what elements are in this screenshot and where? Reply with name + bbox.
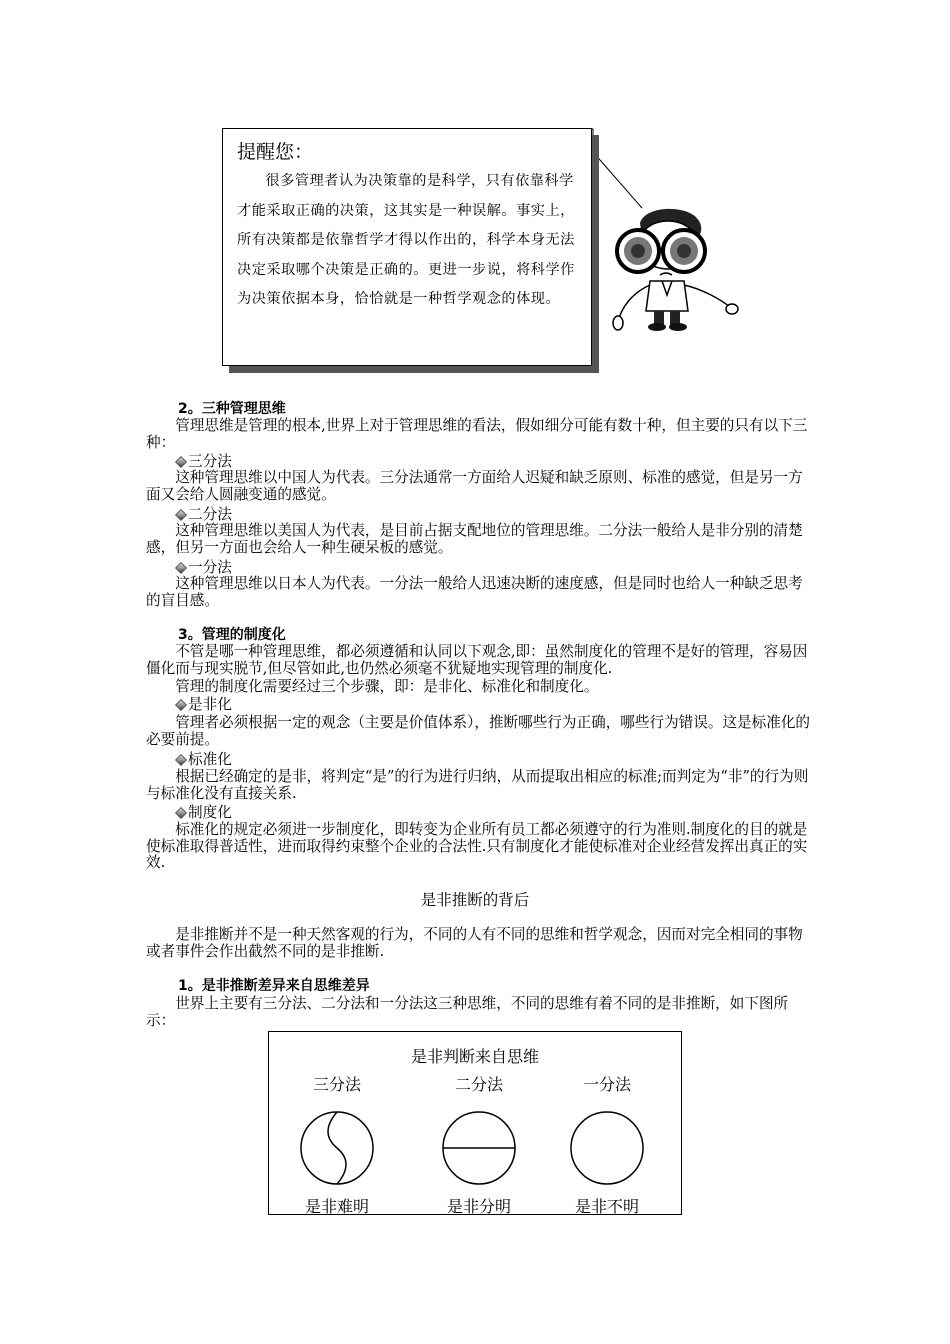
bullet-item xyxy=(176,804,232,821)
section-intro: 是非推断并不是一种天然客观的行为，不同的人有不同的思维和哲学观念，因而对完全相同的事物或者事件会作出截然不同的是非推断. xyxy=(146,926,803,960)
bullet-text: 管理者必须根据一定的观念（主要是价值体系），推断哪些行为正确，哪些行为错误。这是标准化的必要前提。 xyxy=(146,714,811,748)
reminder-title: 提醒您： xyxy=(237,141,314,163)
bullet-label: 标准化 xyxy=(188,751,232,768)
diamond-bullet-icon xyxy=(175,753,187,765)
diagram-label: 一分法 xyxy=(582,1075,631,1094)
section2-intro: 管理思维是管理的根本,世界上对于管理思维的看法，假如细分可能有数十种，但主要的只有以下三种： xyxy=(146,417,808,451)
bullet-item xyxy=(176,696,232,713)
reminder-box xyxy=(222,128,592,366)
section3-steps: 管理的制度化需要经过三个步骤，即：是非化、标准化和制度化。 xyxy=(175,678,599,695)
diagram-title: 是非判断来自思维 xyxy=(410,1047,539,1066)
bullet-text: 根据已经确定的是非，将判定“是”的行为进行归纳，从而提取出相应的标准;而判定为“非”的行为则与标准化没有直接关系. xyxy=(146,768,809,802)
section2-heading: 2。三种管理思维 xyxy=(178,401,286,417)
bullet-label: 二分法 xyxy=(188,506,232,523)
section-title: 是非推断的背后 xyxy=(420,891,530,909)
diamond-bullet-icon xyxy=(175,698,187,710)
reminder-callout xyxy=(222,128,742,380)
diamond-bullet-icon xyxy=(175,508,187,520)
diagram-column-three xyxy=(277,1074,397,1218)
diamond-bullet-icon xyxy=(175,455,187,467)
diagram-caption: 是非分明 xyxy=(446,1197,511,1216)
bullet-text: 标准化的规定必须进一步制度化，即转变为企业所有员工都必须遵守的行为准则.制度化的目的就是使标准取得普适性，进而取得约束整个企业的合法性.只有制度化才能使标准对企业经营发挥出真正的实效. xyxy=(146,821,808,872)
bullet-item xyxy=(176,453,232,470)
circle-s-curve-icon xyxy=(297,1108,377,1188)
bullet-text: 这种管理思维以美国人为代表，是目前占据支配地位的管理思维。二分法一般给人是非分别的清楚感，但另一方面也会给人一种生硬呆板的感觉。 xyxy=(146,522,803,556)
sub1-text: 世界上主要有三分法、二分法和一分法这三种思维，不同的思维有着不同的是非推断，如下图所示： xyxy=(146,995,789,1029)
bullet-label: 是非化 xyxy=(188,696,232,713)
circle-divided-icon xyxy=(439,1108,519,1188)
diamond-bullet-icon xyxy=(175,561,187,573)
section3-heading: 3。管理的制度化 xyxy=(178,627,286,643)
diagram-column-one xyxy=(547,1074,667,1218)
circle-empty-icon xyxy=(567,1108,647,1188)
sub1-heading: 1。是非推断差异来自思维差异 xyxy=(178,978,370,994)
cartoon-man-with-glasses-icon xyxy=(592,203,742,333)
bullet-item xyxy=(176,559,232,576)
diagram-label: 二分法 xyxy=(454,1075,503,1094)
section3-intro: 不管是哪一种管理思维，都必须遵循和认同以下观念,即：虽然制度化的管理不是好的管理，容易因僵化而与现实脱节,但尽管如此,也仍然必须毫不犹疑地实现管理的制度化. xyxy=(146,643,808,677)
bullet-item xyxy=(176,506,232,523)
diagram-caption: 是非不明 xyxy=(574,1197,639,1216)
diagram-label: 三分法 xyxy=(312,1075,361,1094)
reminder-text: 很多管理者认为决策靠的是科学，只有依靠科学才能采取正确的决策，这其实是一种误解。事实上，所有决策都是依靠哲学才得以作出的，科学本身无法决定采取哪个决策是正确的。更进一步说，将科学作为决策依据本身，恰恰就是一种哲学观念的体现。 xyxy=(237,173,575,308)
bullet-item xyxy=(176,751,232,768)
thinking-diagram xyxy=(268,1031,682,1215)
bullet-text: 这种管理思维以日本人为代表。一分法一般给人迅速决断的速度感，但是同时也给人一种缺乏思考的盲目感。 xyxy=(146,575,803,609)
bullet-text: 这种管理思维以中国人为代表。三分法通常一方面给人迟疑和缺乏原则、标准的感觉，但是另一方面又会给人圆融变通的感觉。 xyxy=(146,469,803,503)
bullet-label: 制度化 xyxy=(188,804,232,821)
bullet-label: 三分法 xyxy=(188,453,232,470)
bullet-label: 一分法 xyxy=(188,559,232,576)
diagram-column-two xyxy=(419,1074,539,1218)
diamond-bullet-icon xyxy=(175,806,187,818)
diagram-caption: 是非难明 xyxy=(304,1197,369,1216)
